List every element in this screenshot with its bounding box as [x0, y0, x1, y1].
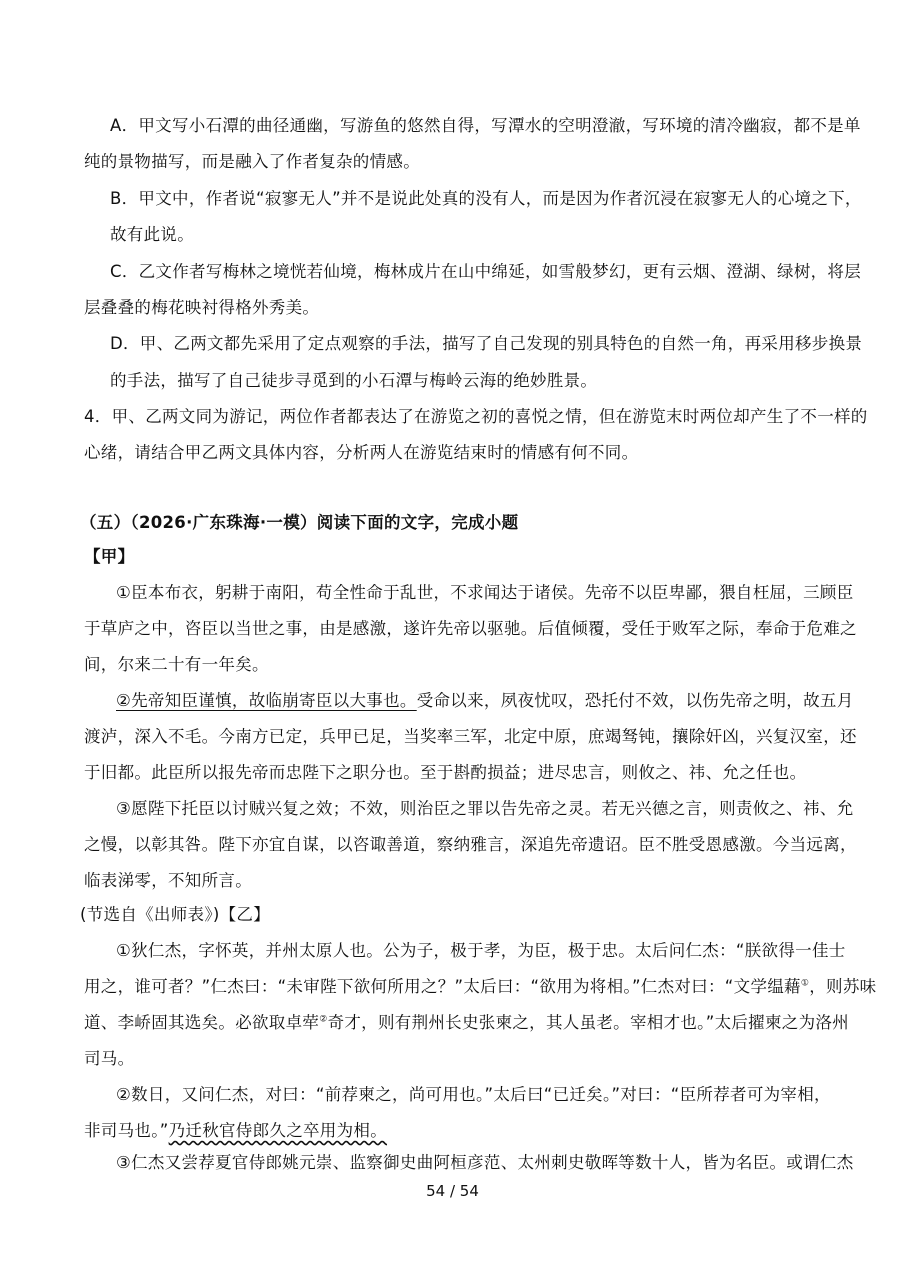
yi-p1-line2 — [84, 976, 876, 998]
jia-p3-line1: ③愿陛下托臣以讨贼兴复之效；不效，则治臣之罪以告先帝之灵。若无兴德之言，则责攸之、祎、允 — [116, 799, 854, 818]
option-d-line1: D．甲、乙两文都先采用了定点观察的手法，描写了自己发现的别具特色的自然一角，再采用移步换景 — [110, 334, 863, 353]
yi-p3-line1: ③仁杰又尝荐夏官侍郎姚元崇、监察御史曲阿桓彦范、太州刺史敬晖等数十人，皆为名臣。或谓仁杰 — [116, 1153, 854, 1172]
jia-p3-line3: 临表涕零，不知所言。 — [84, 871, 252, 890]
footnote-marker-2: ② — [319, 1014, 328, 1025]
jia-p2-line1 — [116, 690, 854, 712]
jia-underlined-sentence: ②先帝知臣谨慎，故临崩寄臣以大事也。 — [116, 691, 417, 710]
yi-p1-line4: 司马。 — [84, 1049, 135, 1068]
jia-label: 【甲】 — [84, 547, 135, 566]
yi-p2-line1: ②数日，又问仁杰，对曰：“前荐柬之，尚可用也。”太后曰“已迁矣。”对曰：“臣所荐者可为宰相， — [116, 1085, 831, 1104]
jia-p2-line2: 渡泸，深入不毛。今南方已定，兵甲已足，当奖率三军，北定中原，庶竭驽钝，攘除奸凶，兴复汉室，还 — [84, 727, 857, 746]
option-c-line2: 层叠叠的梅花映衬得格外秀美。 — [84, 298, 320, 317]
yi-p1-line3-text: 道、李峤固其选矣。必欲取卓荦 — [84, 1013, 320, 1032]
jia-p1-line2: 于草庐之中，咨臣以当世之事，由是感激，遂许先帝以驱驰。后值倾覆，受任于败军之际，奉命于危难之 — [84, 619, 857, 638]
yi-wavy-underlined-sentence: 乃迁秋官侍郎久之卒用为相。 — [168, 1121, 388, 1140]
jia-p1-line1: ①臣本布衣，躬耕于南阳，苟全性命于乱世，不求闻达于诸侯。先帝不以臣卑鄙，猥自枉屈，三顾臣 — [116, 583, 854, 602]
jia-p3-line2: 之慢，以彰其咎。陛下亦宜自谋，以咨诹善道，察纳雅言，深追先帝遗诏。臣不胜受恩感激。今当远离， — [84, 835, 857, 854]
yi-p1-line1: ①狄仁杰，字怀英，并州太原人也。公为子，极于孝，为臣，极于忠。太后问仁杰：“朕欲得一佳士 — [116, 941, 846, 960]
option-c-line1: C．乙文作者写梅林之境恍若仙境，梅林成片在山中绵延，如雪般梦幻，更有云烟、澄湖、绿树，将层 — [110, 262, 862, 281]
option-b-line2: 故有此说。 — [110, 225, 194, 244]
jia-p2-line1-rest: 受命以来，夙夜忧叹，恐托付不效，以伤先帝之明，故五月 — [416, 691, 854, 710]
source-and-yi-label: (节选自《出师表》)【乙】 — [80, 905, 271, 924]
section-5-title: （五）（2026·广东珠海·一模）阅读下面的文字，完成小题 — [80, 513, 519, 532]
question-4-line2: 心绪，请结合甲乙两文具体内容，分析两人在游览结束时的情感有何不同。 — [84, 443, 639, 462]
yi-p1-line3-rest: 奇才，则有荆州长史张柬之，其人虽老。宰相才也。”太后擢柬之为洛州 — [327, 1013, 849, 1032]
option-a-line1: A．甲文写小石潭的曲径通幽，写游鱼的悠然自得，写潭水的空明澄澈，写环境的清冷幽寂，都不是单 — [110, 116, 861, 135]
option-a-line2: 纯的景物描写，而是融入了作者复杂的情感。 — [84, 152, 420, 171]
yi-p2-line2 — [84, 1120, 387, 1142]
option-d-line2: 的手法，描写了自己徒步寻觅到的小石潭与梅岭云海的绝妙胜景。 — [110, 371, 598, 390]
yi-p1-line3 — [84, 1012, 849, 1034]
jia-p2-line3: 于旧都。此臣所以报先帝而忠陛下之职分也。至于斟酌损益；进尽忠言，则攸之、祎、允之任也。 — [84, 763, 807, 782]
option-b-line1: B．甲文中，作者说“寂寥无人”并不是说此处真的没有人，而是因为作者沉浸在寂寥无人的心境之下， — [110, 189, 862, 208]
page-number: 54 / 54 — [426, 1182, 479, 1200]
question-4-line1: 4．甲、乙两文同为游记，两位作者都表达了在游览之初的喜悦之情，但在游览末时两位却产生了不一样的 — [84, 407, 868, 426]
yi-p1-line2-text: 用之，谁可者？”仁杰曰：“未审陛下欲何所用之？”太后曰：“欲用为将相。”仁杰对曰：“文学缊藉 — [84, 977, 801, 996]
footnote-marker-1: ① — [800, 978, 810, 989]
jia-p1-line3: 间，尔来二十有一年矣。 — [84, 655, 269, 674]
yi-p2-line2-text: 非司马也。” — [84, 1121, 169, 1140]
yi-p1-line2-rest: ，则苏味 — [809, 977, 877, 996]
